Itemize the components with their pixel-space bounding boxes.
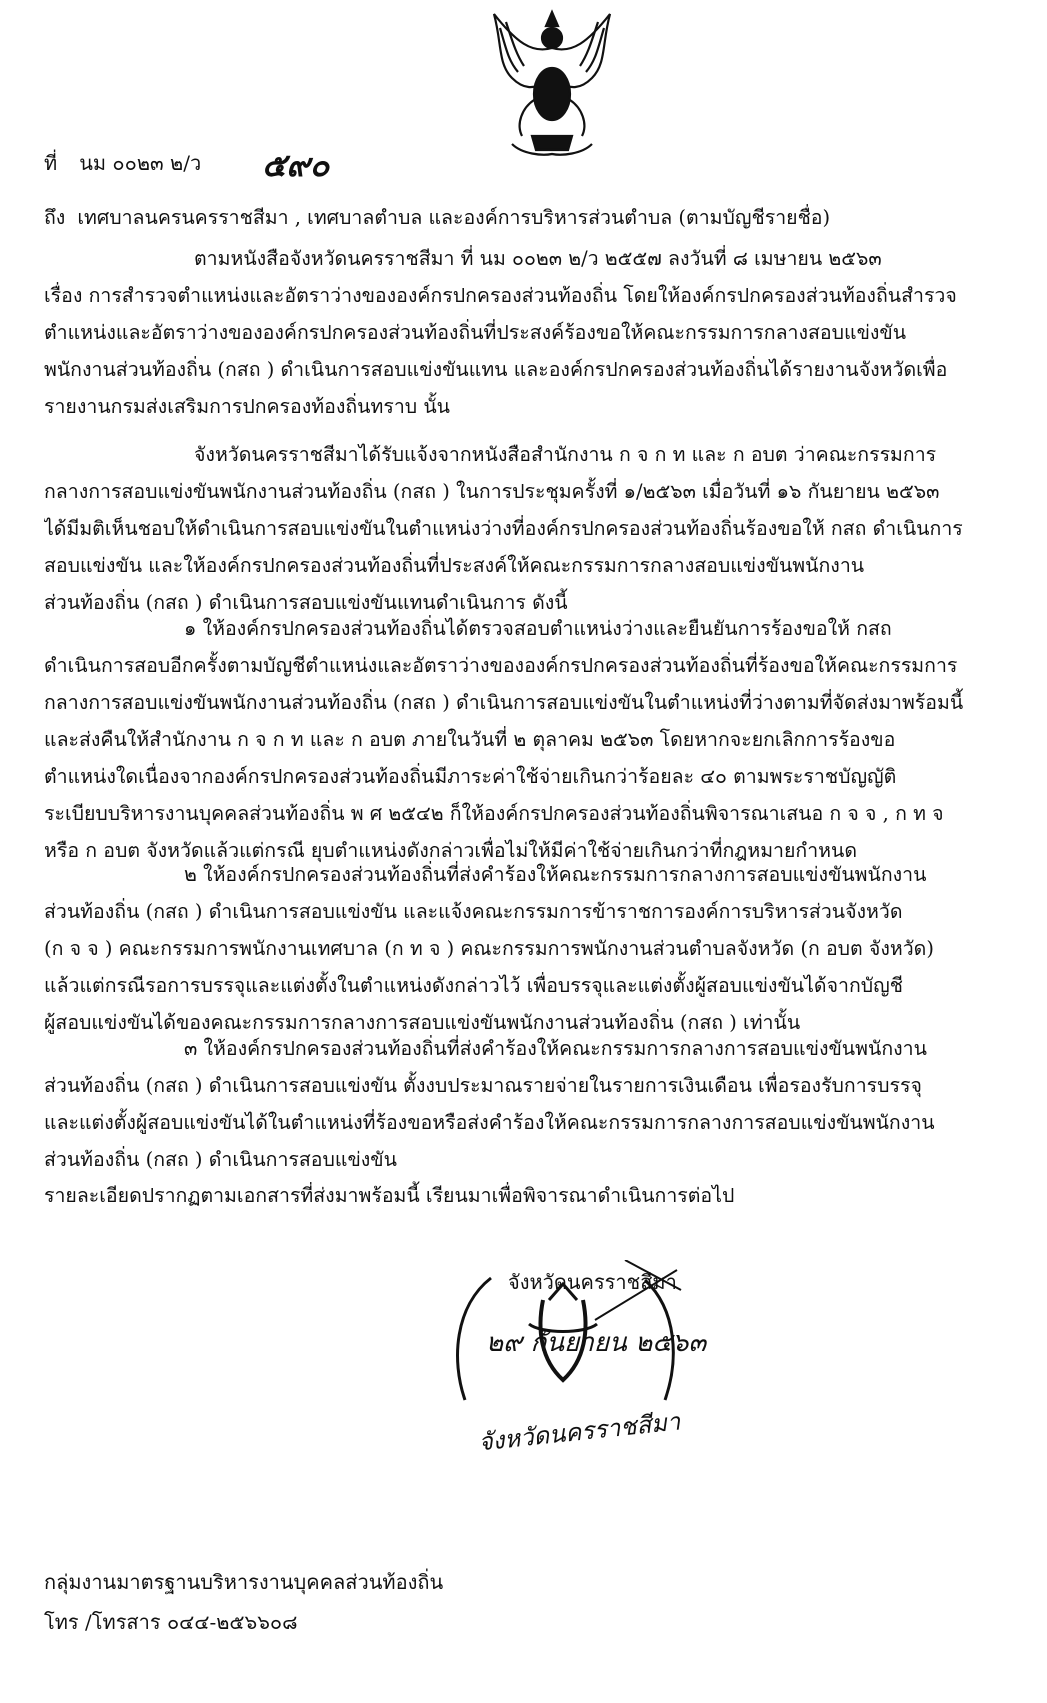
text-line: ส่วนท้องถิ่น (กสถ ) ดำเนินการสอบแข่งขัน ตั้งงบประมาณรายจ่ายในรายการเงินเดือน เพื่อรองรับการบรรจุ [44, 1074, 922, 1097]
text-line: พนักงานส่วนท้องถิ่น (กสถ ) ดำเนินการสอบแข่งขันแทน และองค์กรปกครองส่วนท้องถิ่นได้รายงานจังหวัดเพื่อ [44, 358, 948, 381]
addressee-text: เทศบาลนครนครราชสีมา , เทศบาลตำบล และองค์การบริหารส่วนตำบล (ตามบัญชีรายชื่อ) [77, 206, 831, 229]
telephone: โทร /โทรสาร ๐๔๔-๒๕๖๖๐๘ [44, 1610, 298, 1634]
text-line: ส่วนท้องถิ่น (กสถ ) ดำเนินการสอบแข่งขัน และแจ้งคณะกรรมการข้าราชการองค์การบริหารส่วนจังหวัด [44, 900, 903, 923]
text-line: กลางการสอบแข่งขันพนักงานส่วนท้องถิ่น (กสถ ) ในการประชุมครั้งที่ ๑/๒๕๖๓ เมื่อวันที่ ๑๖ กันยายน ๒๕๖๓ [44, 480, 940, 503]
text-line: หรือ ก อบต จังหวัดแล้วแต่กรณี ยุบตำแหน่งดังกล่าวเพื่อไม่ให้มีค่าใช้จ่ายเกินกว่าที่กฎหมายกำหนด [44, 839, 858, 862]
item-2 [44, 856, 1004, 1041]
text-line: ตำแหน่งใดเนื่องจากองค์กรปกครองส่วนท้องถิ่นมีภาระค่าใช้จ่ายเกินกว่าร้อยละ ๔๐ ตามพระราชบัญญัติ [44, 765, 897, 788]
text-line: แล้วแต่กรณีรอการบรรจุและแต่งตั้งในตำแหน่งดังกล่าวไว้ เพื่อบรรจุและแต่งตั้งผู้สอบแข่งขันได้จากบัญชี [44, 974, 903, 997]
text-line: ได้มีมติเห็นชอบให้ดำเนินการสอบแข่งขันในตำแหน่งว่างที่องค์กรปกครองส่วนท้องถิ่นร้องขอให้ กสถ ดำเนินการ [44, 517, 963, 540]
text-line: ระเบียบบริหารงานบุคคลส่วนท้องถิ่น พ ศ ๒๕๔๒ ก็ให้องค์กรปกครองส่วนท้องถิ่นพิจารณาเสนอ ก จ จ , ก ท จ [44, 802, 944, 825]
text-line: กลางการสอบแข่งขันพนักงานส่วนท้องถิ่น (กสถ ) ดำเนินการสอบแข่งขันในตำแหน่งที่ว่างตามที่จัดส่งมาพร้อมนี้ [44, 691, 964, 714]
text-line: รายงานกรมส่งเสริมการปกครองท้องถิ่นทราบ นั้น [44, 395, 451, 418]
item-1 [44, 610, 1004, 869]
text-line: สอบแข่งขัน และให้องค์กรปกครองส่วนท้องถิ่นที่ประสงค์ให้คณะกรรมการกลางสอบแข่งขันพนักงาน [44, 554, 865, 577]
text-line: ตำแหน่งและอัตราว่างขององค์กรปกครองส่วนท้องถิ่นที่ประสงค์ร้องขอให้คณะกรรมการกลางสอบแข่งขัน [44, 321, 907, 344]
text-line: และส่งคืนให้สำนักงาน ก จ ก ท และ ก อบต ภายในวันที่ ๒ ตุลาคม ๒๕๖๓ โดยหากจะยกเลิกการร้องขอ [44, 728, 896, 751]
seal-text: จังหวัดนครราชสีมา [477, 1407, 682, 1457]
handwritten-number: ๕๙๐ [262, 146, 330, 184]
paragraph-2 [44, 436, 1004, 621]
text-line: จังหวัดนครราชสีมาได้รับแจ้งจากหนังสือสำนักงาน ก จ ก ท และ ก อบต ว่าคณะกรรมการ [194, 443, 937, 466]
text-line: ผู้สอบแข่งขันได้ของคณะกรรมการกลางการสอบแข่งขันพนักงานส่วนท้องถิ่น (กสถ ) เท่านั้น [44, 1011, 801, 1034]
text-line: (ก จ จ ) คณะกรรมการพนักงานเทศบาล (ก ท จ ) คณะกรรมการพนักงานส่วนตำบลจังหวัด (ก อบต จังหวัด) [44, 937, 934, 960]
closing-line: รายละเอียดปรากฏตามเอกสารที่ส่งมาพร้อมนี้ เรียนมาเพื่อพิจารณาดำเนินการต่อไป [44, 1184, 735, 1207]
paragraph-1 [44, 240, 1004, 425]
text-line: ส่วนท้องถิ่น (กสถ ) ดำเนินการสอบแข่งขันแทนดำเนินการ ดังนี้ [44, 591, 568, 614]
text-line: และแต่งตั้งผู้สอบแข่งขันได้ในตำแหน่งที่ร้องขอหรือส่งคำร้องให้คณะกรรมการกลางการสอบแข่งขันพนักงาน [44, 1111, 935, 1134]
addressee-line [44, 208, 830, 228]
reference-number: นม ๐๐๒๓ ๒/ว [79, 151, 202, 175]
text-line: ดำเนินการสอบอีกครั้งตามบัญชีตำแหน่งและอัตราว่างขององค์กรปกครองส่วนท้องถิ่นที่ร้องขอให้คณะกรรมการ [44, 654, 958, 677]
office-name: กลุ่มงานมาตรฐานบริหารงานบุคคลส่วนท้องถิ่น [44, 1570, 444, 1594]
text-line: เรื่อง การสำรวจตำแหน่งและอัตราว่างขององค์กรปกครองส่วนท้องถิ่น โดยให้องค์กรปกครองส่วนท้องถิ่นสำรวจ [44, 284, 957, 307]
text-line: ๑ ให้องค์กรปกครองส่วนท้องถิ่นได้ตรวจสอบตำแหน่งว่างและยืนยันการร้องขอให้ กสถ [184, 617, 892, 640]
reference-label: ที่ [44, 151, 58, 175]
garuda-emblem-icon [472, 4, 632, 164]
addressee-label: ถึง [44, 206, 66, 229]
text-line: ๒ ให้องค์กรปกครองส่วนท้องถิ่นที่ส่งคำร้องให้คณะกรรมการกลางการสอบแข่งขันพนักงาน [184, 863, 927, 886]
text-line: ส่วนท้องถิ่น (กสถ ) ดำเนินการสอบแข่งขัน [44, 1148, 397, 1171]
item-3 [44, 1030, 1004, 1178]
text-line: ตามหนังสือจังหวัดนครราชสีมา ที่ นม ๐๐๒๓ ๒/ว ๒๕๕๗ ลงวันที่ ๘ เมษายน ๒๕๖๓ [194, 247, 882, 270]
reference-line [44, 153, 201, 173]
signature-date: ๒๙ กันยายน ๒๕๖๓ [486, 1328, 707, 1358]
signer-name: จังหวัดนครราชสีมา [508, 1270, 677, 1294]
text-line: ๓ ให้องค์กรปกครองส่วนท้องถิ่นที่ส่งคำร้องให้คณะกรรมการกลางการสอบแข่งขันพนักงาน [184, 1037, 927, 1060]
